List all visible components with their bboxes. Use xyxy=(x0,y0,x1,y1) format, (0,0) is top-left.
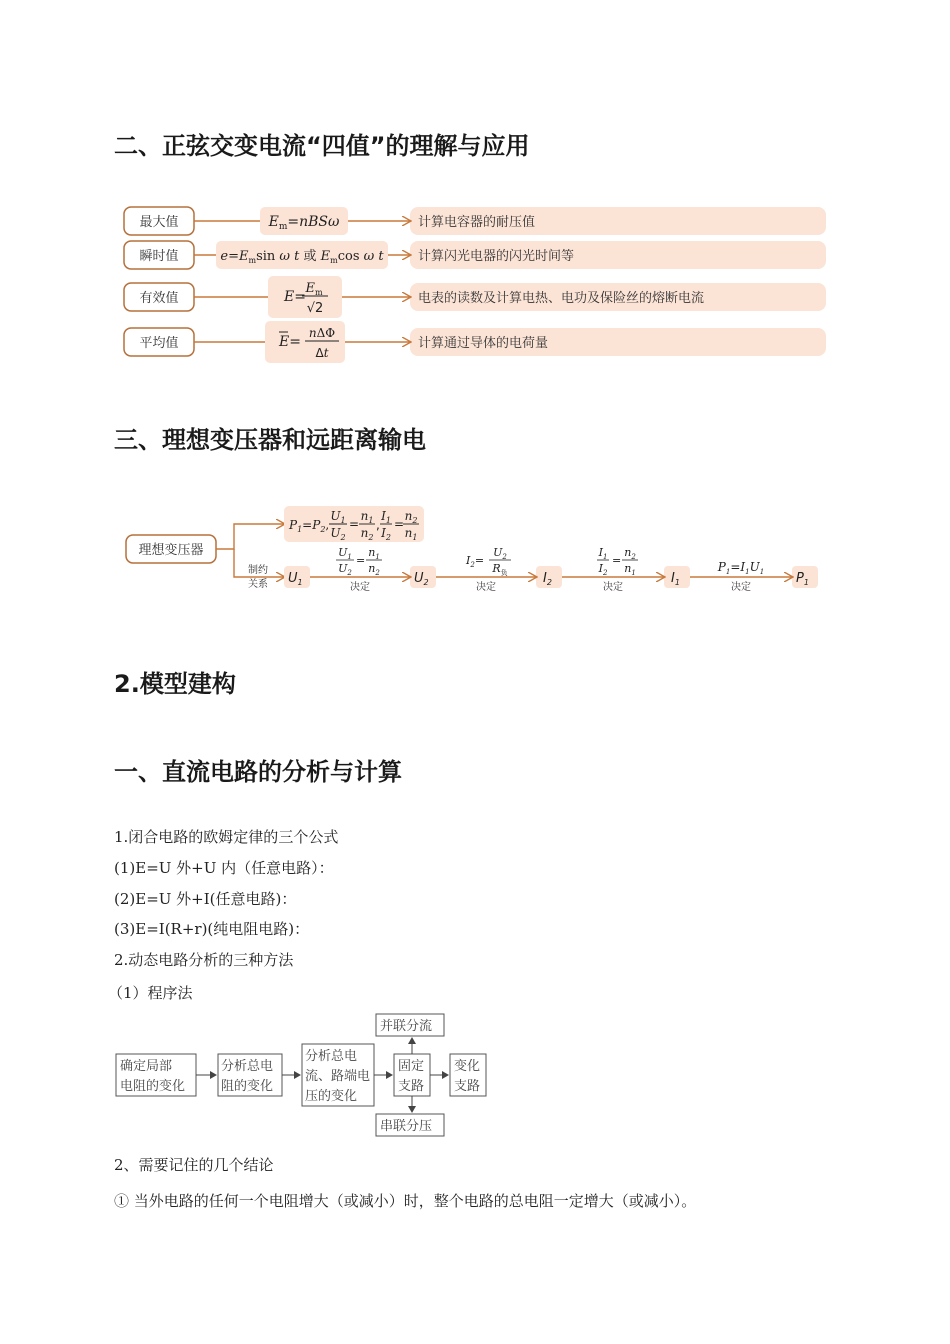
svg-text:n2: $n_2$ xyxy=(368,562,380,577)
svg-text:n2: $n_2$ xyxy=(624,546,636,561)
app-eff: 电表的读数及计算电热、电功及保险丝的熔断电流 xyxy=(418,291,705,306)
name-eff: 有效值 xyxy=(139,291,179,306)
transformer-root: 理想变压器 xyxy=(138,543,204,558)
svg-text:支路: 支路 xyxy=(398,1079,425,1094)
paragraph-ohm-law-title: 1.闭合电路的欧姆定律的三个公式 xyxy=(114,828,339,846)
svg-text:=: = xyxy=(356,554,366,567)
svg-text:R负: $R_负$ xyxy=(492,562,508,577)
svg-text:U1: $U_1$ xyxy=(338,546,352,561)
svg-text:=: = xyxy=(349,517,360,531)
step-formula-2 xyxy=(465,546,511,577)
paragraph-formula-2: (2)E=U 外+I(任意电路)： xyxy=(114,890,297,908)
svg-text:=: = xyxy=(394,517,405,531)
svg-text:压的变化: 压的变化 xyxy=(305,1089,358,1104)
step-label-3: 决定 xyxy=(603,582,623,593)
procedure-flowchart xyxy=(110,1010,510,1140)
constraint-label-1: 制约 xyxy=(248,565,268,576)
svg-text:P1=I1U1: $P_1=I_1U_1$ xyxy=(717,560,765,576)
node-i2: $I_2$ xyxy=(543,571,552,587)
step-label-2: 决定 xyxy=(476,582,496,593)
svg-text:I2: $I_2$ xyxy=(598,562,608,577)
svg-text:n1: $n_1$ xyxy=(404,526,418,542)
svg-text:支路: 支路 xyxy=(454,1079,481,1094)
svg-text:固定: 固定 xyxy=(398,1059,425,1074)
svg-text:n2: $n_2$ xyxy=(404,509,418,525)
svg-text:分析总电: 分析总电 xyxy=(305,1049,358,1064)
node-u1: $U_1$ xyxy=(288,571,303,587)
svg-text:n1: $n_1$ xyxy=(360,509,374,525)
svg-text:E=: E= xyxy=(279,334,301,350)
svg-text:P1=P2,: $P_1=P_2$, xyxy=(289,518,330,534)
svg-text:U1: $U_1$ xyxy=(330,509,346,525)
section-title-transformer: 三、理想变压器和远距离输电 xyxy=(114,426,426,454)
step-label-1: 决定 xyxy=(350,582,370,593)
formula-max: $E_m=nBS\omega$ xyxy=(268,214,340,232)
paragraph-formula-3: (3)E=I(R+r)(纯电阻电路)： xyxy=(114,920,310,938)
svg-text:确定局部: 确定局部 xyxy=(120,1059,173,1074)
paragraph-dynamic-methods: 2.动态电路分析的三种方法 xyxy=(114,951,294,969)
svg-text:I1: $I_1$ xyxy=(381,509,391,525)
node-u2: $U_2$ xyxy=(414,571,429,587)
paragraph-procedure-method: （1）程序法 xyxy=(108,984,193,1002)
constraint-label-2: 关系 xyxy=(248,579,268,590)
node-p1: $P_1$ xyxy=(796,571,809,587)
node-i1: $I_1$ xyxy=(671,571,680,587)
name-max: 最大值 xyxy=(139,215,179,230)
step-formula-1 xyxy=(336,546,382,577)
svg-text:串联分压: 串联分压 xyxy=(380,1119,433,1134)
step-formula-3 xyxy=(597,546,638,577)
svg-text:I1: $I_1$ xyxy=(598,546,608,561)
svg-text:Δt: Δt xyxy=(315,346,329,360)
name-inst: 瞬时值 xyxy=(139,249,179,264)
svg-text:=: = xyxy=(612,554,622,567)
svg-text:nΔΦ: nΔΦ xyxy=(308,326,336,340)
app-max: 计算电容器的耐压值 xyxy=(418,215,536,230)
svg-text:I2=: $I_2=$ xyxy=(466,554,485,569)
svg-text:√2: √2 xyxy=(306,301,324,316)
model-title: 2.模型建构 xyxy=(114,670,236,698)
four-values-diagram xyxy=(112,200,832,366)
svg-text:,: , xyxy=(376,518,380,532)
conclusion-item-1: ① 当外电路的任何一个电阻增大（或减小）时，整个电路的总电阻一定增大（或减小）。 xyxy=(114,1192,697,1210)
transformer-diagram xyxy=(112,500,832,596)
paragraph-formula-1: (1)E=U 外+U 内（任意电路）： xyxy=(114,859,334,877)
svg-text:n1: $n_1$ xyxy=(368,546,380,561)
svg-text:n2: $n_2$ xyxy=(360,526,374,542)
svg-text:变化: 变化 xyxy=(454,1059,481,1074)
svg-text:Em: $E_m$ xyxy=(305,281,323,297)
name-avg: 平均值 xyxy=(139,336,179,351)
svg-text:n1: $n_1$ xyxy=(624,562,636,577)
svg-text:电阻的变化: 电阻的变化 xyxy=(120,1079,186,1094)
svg-text:U2: $U_2$ xyxy=(330,526,346,542)
svg-text:E=: E= xyxy=(284,289,306,305)
formula-inst: $e=E_m\sin$ ω t 或 $E_m\cos$ ω t xyxy=(220,249,384,265)
svg-text:U2: $U_2$ xyxy=(493,546,507,561)
section-title-sine-four-values: 二、正弦交变电流“四值”的理解与应用 xyxy=(114,132,530,160)
svg-text:阻的变化: 阻的变化 xyxy=(221,1079,274,1094)
conclusions-title: 2、需要记住的几个结论 xyxy=(114,1156,274,1174)
svg-text:分析总电: 分析总电 xyxy=(221,1059,274,1074)
step-formula-4 xyxy=(717,560,764,576)
app-inst: 计算闪光电器的闪光时间等 xyxy=(418,249,575,264)
section-title-dc-circuit: 一、直流电路的分析与计算 xyxy=(114,758,402,786)
step-label-4: 决定 xyxy=(731,582,751,593)
svg-text:并联分流: 并联分流 xyxy=(380,1019,433,1034)
svg-text:流、路端电: 流、路端电 xyxy=(305,1069,371,1084)
app-avg: 计算通过导体的电荷量 xyxy=(418,336,549,351)
svg-text:U2: $U_2$ xyxy=(338,562,352,577)
svg-text:I2: $I_2$ xyxy=(381,526,391,542)
